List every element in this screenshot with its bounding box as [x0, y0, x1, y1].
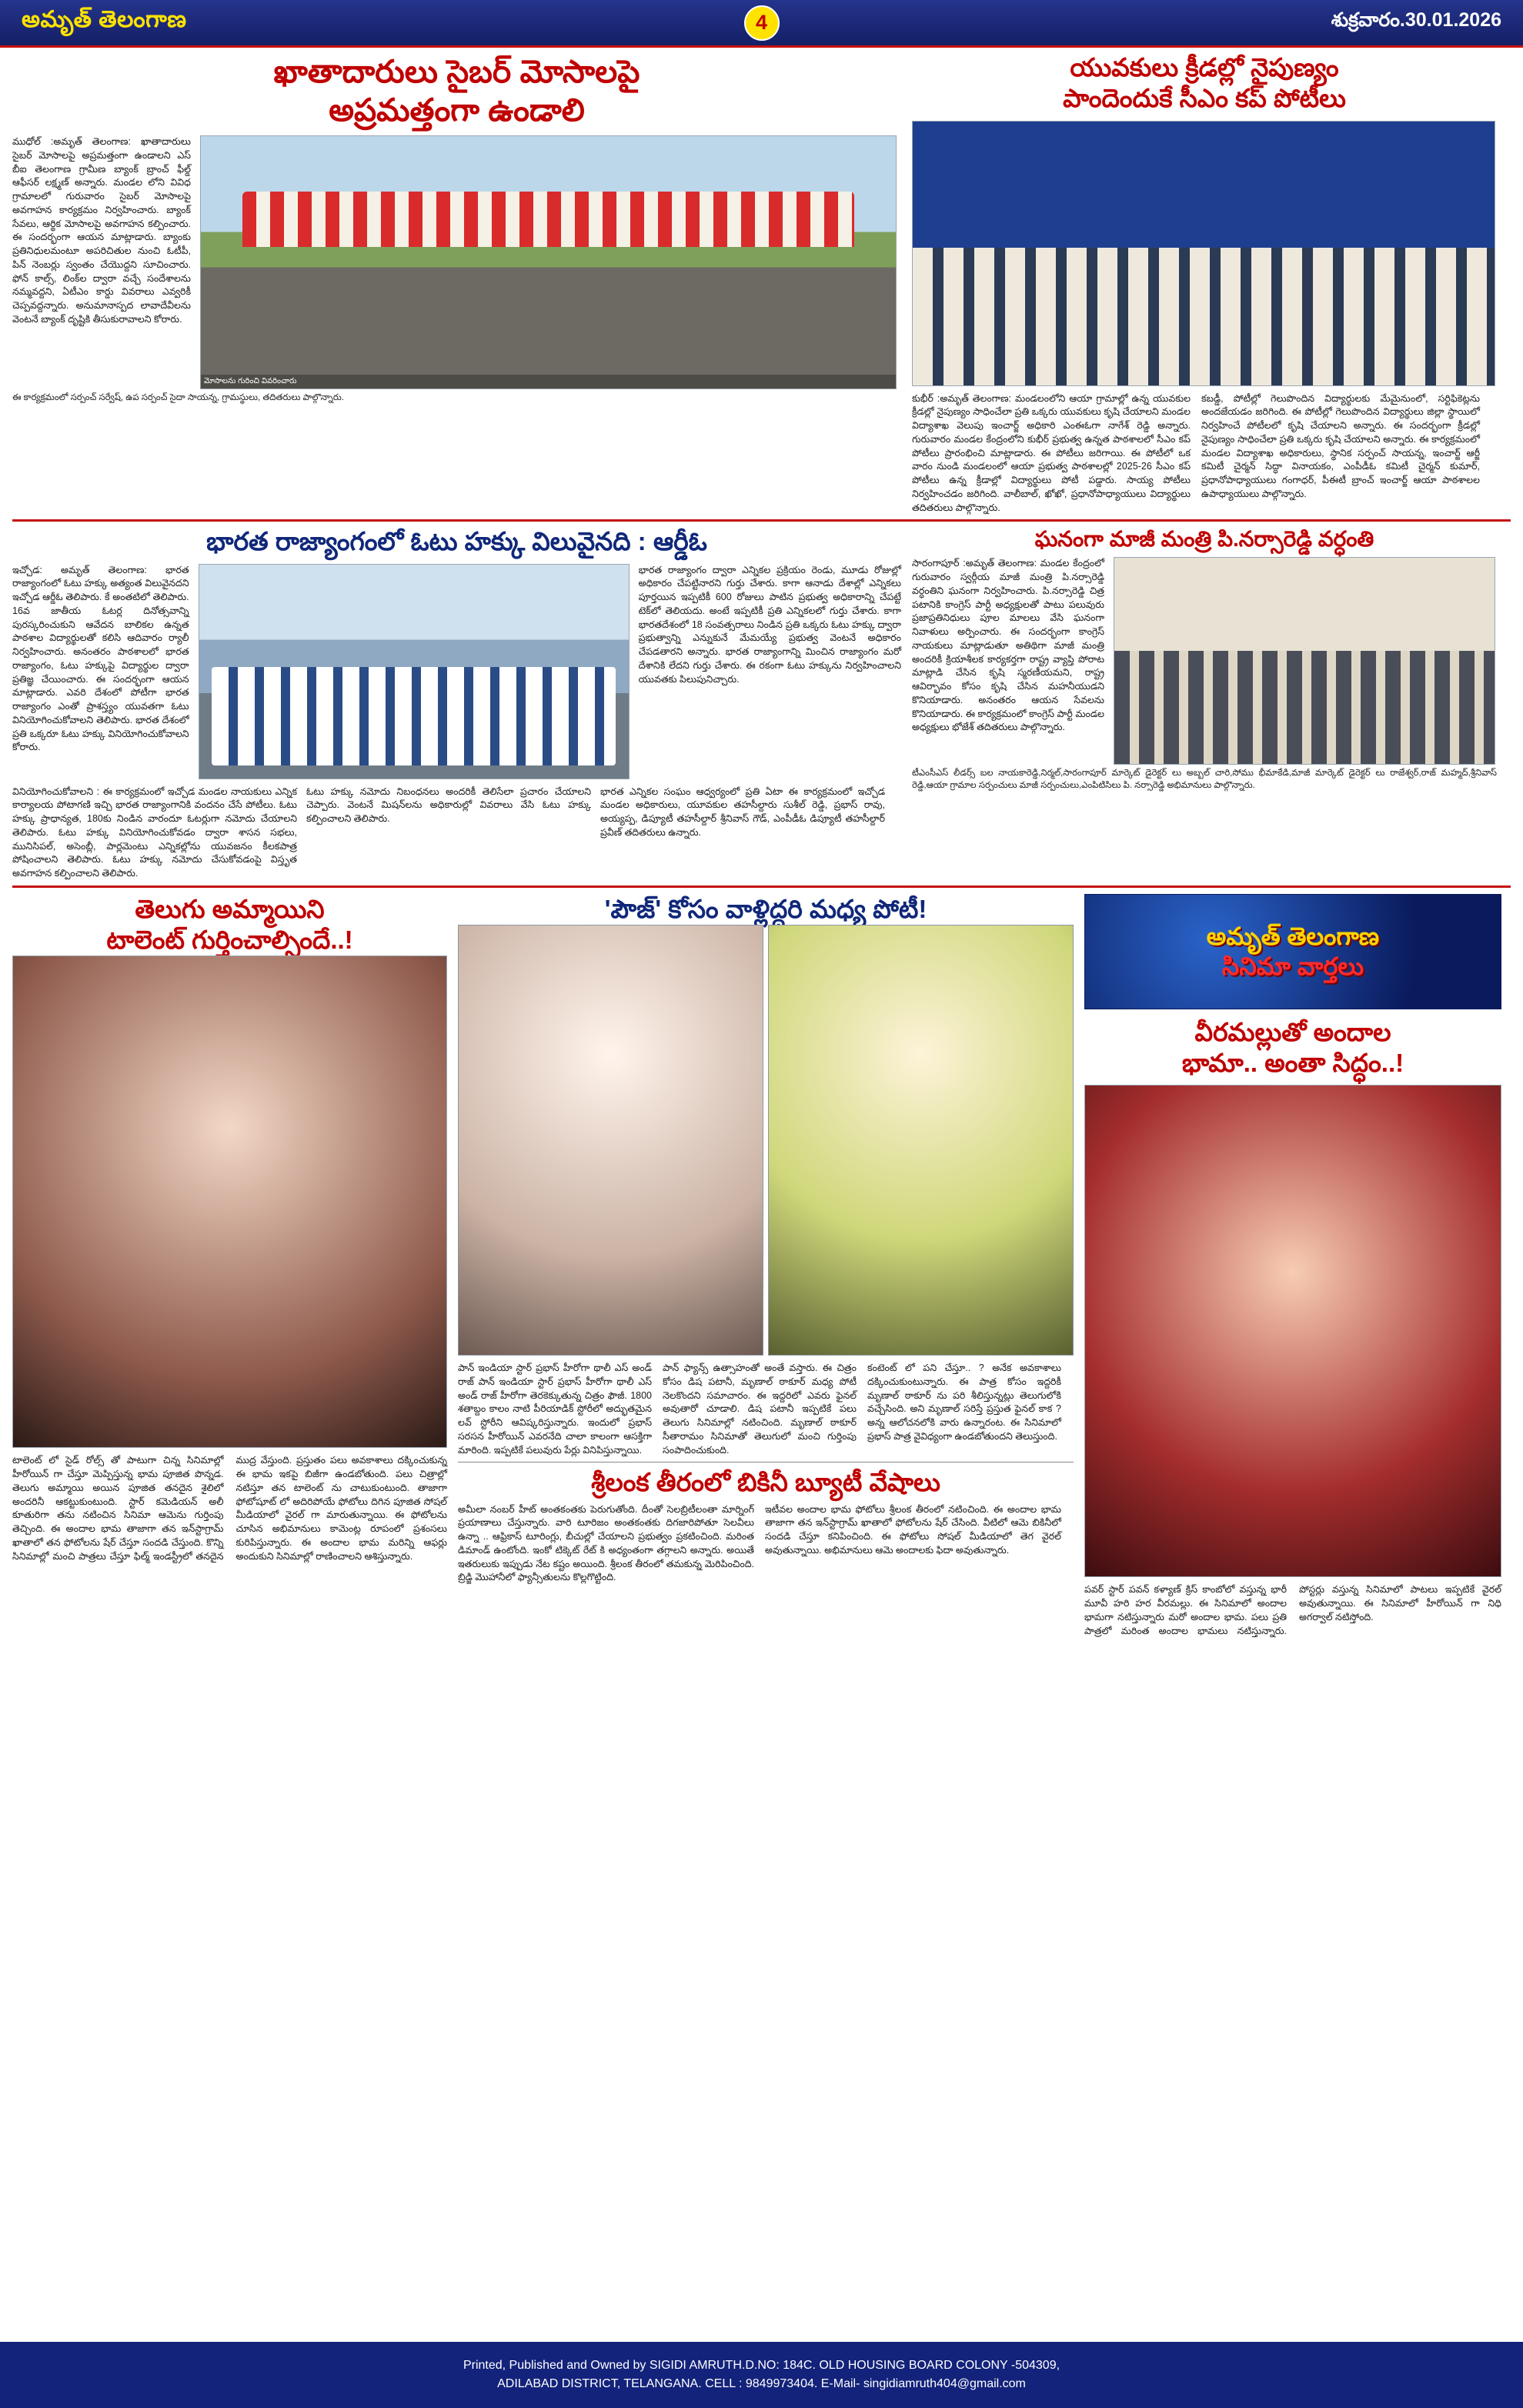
story-voting-bottom1: ఓటు హక్కు నమోదు నిబంధనలు అందరికీ తెలిసేలా ప్రచారం చేయాలని చెప్పారు. వెంటనే మిషన్‌లను అధికారుల్లో వివరాలు వేసి ఓటు హక్కు కల్పించాలని తెలిపారు.	[306, 785, 591, 824]
headline-cmcup-1: యువకులు క్రీడల్లో నైపుణ్యం	[1070, 53, 1339, 82]
cinema-section	[12, 894, 1511, 1639]
page-content	[0, 48, 1523, 1638]
headline-pujitha-2: టాలెంట్ గుర్తించాల్సిందే..!	[106, 926, 353, 954]
story-narsa-reddy-anniversary	[912, 526, 1497, 792]
banner-line1: అమృత్ తెలంగాణ	[1206, 922, 1380, 951]
story-pujitha	[12, 894, 447, 1639]
banner-line2: సినిమా వార్తలు	[1221, 952, 1364, 980]
story-fauji-col1: పాన్ ఇండియా స్టార్ ప్రభాస్ హీరోగా థాలీ ఎస్ అండ్ రాజ్ పాన్ ఇండియా స్టార్ ప్రభాస్ హీరోగా థాలీ ఎస్ అండ్ రాజ్ హీరోగా తెరకెక్కుతున్న చిత్రం ఫౌజీ. 1800 శతాబ్దం కాలం నాటి పీరియాడిక్ స్టోరీలో అద్భుతమైన లవ్ స్టోరీని ఆవిష్కరిస్తున్నారు. ఇందులో ప్రభాస్ సరసన హీరోయిన్ ఎవరనేది చాలా కాలంగా ఆసక్తిగా మారింది. ఇప్పటికే పలువురు పేర్లు వినిపిస్తున్నాయి.	[458, 1362, 652, 1456]
story-cmcup-col2: కబడ్డీ, పోటీల్లో గెలుపొందిన విద్యార్థులకు మేమైనుంలో, సర్టిఫికెట్లను అందజేయడం జరిగింది. ఈ పోటీల్లో గెలుపొందిన విద్యార్థులు జిల్లా స్థాయిలో నిర్వహించే పోటీలలో కృషి చేయాలని అన్నారు. ఈ సందర్భంగా క్రీడల్లో నైపుణ్యం సాధించేలా ప్రతి ఒక్కరు కృషి చేయాలని అన్నారు. ఈ కార్యక్రమంలో మండల విద్యాశాఖ అధికారులు, స్థానిక సర్పంచ్ సాయన్న, ఇంచార్జ్ ఆర్జీ కమిటీ చైర్మన్ సిద్ధా వినాయకం, ఎంపీడీఓ కమిటీ చైర్మన్ కుమార్, ప్రధానోపాధ్యాయులు గంగాధర్, పీఈటీ బ్రాంచ్ ఇంచార్జ్ ఆయా పాఠశాలల ఉపాధ్యాయులు పాల్గొన్నారు.	[1201, 392, 1480, 499]
photo-narsa-reddy-tribute	[1114, 557, 1495, 765]
story-veeramallu-body: పవర్ స్టార్ పవన్ కళ్యాణ్ క్రిస్ కాంబోలో వస్తున్న భారీ మూవీ హరి హర వీరమల్లు. ఈ సినిమాలో అందాల భామగా నటిస్తున్నారు మరో అందాల భామ. పలు ప్రతి పాత్రలో మరింత అందాల భామలు నటిస్తున్నారు. పోస్టర్లు వస్తున్న సినిమాలో పాటలు ఇప్పటికే వైరల్ అవుతున్నాయి. ఈ సినిమాలో హీరోయిన్ గా నిధి అగర్వాల్ నటిస్తోంది.	[1084, 1584, 1501, 1636]
story-cyber-body: ముధోల్ :అమృత్ తెలంగాణ: ఖాతాదారులు సైబర్ మోసాలపై అప్రమత్తంగా ఉండాలని ఎస్ బీఐ తెలంగాణ గ్రామీణ బ్యాంక్ బ్రాంచ్ ఫీల్డ్ ఆఫీసర్ లక్ష్మణ్ అన్నారు. మండల లోని వివిధ గ్రామాలలో గురువారం సైబర్ మోసాలపై అవగాహన కార్యక్రమం నిర్వహించారు. బ్యాంక్ సేవలు, ఆర్థిక మోసాలపై అవగాహన కల్పించారు. ఈ సందర్భంగా ఆయన మాట్లాడారు. బ్యాంకు ప్రతినిధులమంటూ అపరిచితుల నుంచి ఓటీపీ, పిన్ నెంబర్లు స్వంతం చేయొద్దని సూచించారు. ఫోన్ కాల్స్, లింక్‌ల ద్వారా వచ్చే సందేశాలను నమ్మవద్దని, ఏటీఎం కార్డు వివరాలు ఎవ్వరికీ చెప్పవద్దన్నారు. అనుమానాస్పద లావాదేవీలను వెంటనే బ్యాంక్ దృష్టికి తీసుకురావాలని కోరారు.	[12, 136, 191, 325]
caption-cyber: ఈ కార్యక్రమంలో సర్పంచ్ సర్వేష్, ఉప సర్పంచ్ సైదా సాయన్న, గ్రామస్థులు, తదితరులు పాల్గొన్నారు.	[12, 393, 344, 403]
photo-voters-day-rally	[199, 564, 630, 779]
photo-cyber-label: మోసాలను గురించి వివరించారు	[201, 375, 896, 389]
story-srilanka-col1: అమీలా నంబర్ హీట్ అంతకంతకు పెరుగుతోంది. దీంతో సెలబ్రిటీలంతా మార్నింగ్ ప్రయాణాలు చేస్తున్నారు. వారి టూరిజం అంతకంతకు దిగజారిపోతూ సెలవీలు ఉన్నా .. ఆఫ్రికాస్ టూరింగ్లు, బీచుల్లో చేయాలని ప్రభుత్వం ప్రకటించింది. మరింత డిమాండ్ ఉంటోంది. ఇంకో టిక్కెట్ రేట్ కి అధ్యంతంగా తగ్గాలని అన్నారు. అయితే ఇతరులుకు ఇప్పుడు నేట కష్టం అయింది. శ్రీలంక తీరంలో తమకున్న మెరిపించింది. బ్రిడ్జి మొహానీలో ఫ్యాన్సీతులను కొల్లగొట్టింది.	[458, 1503, 754, 1583]
headline-cyber-1: ఖాతాదారులు సైబర్ మోసాలపై	[273, 54, 640, 89]
cinema-news-banner	[1084, 894, 1501, 1009]
story-pujitha-body: టాలెంట్ లో సైడ్ రోల్స్ తో పాటుగా చిన్న సినిమాల్లో హీరోయిన్ గా చేస్తూ మెప్పిస్తున్న భామ పూజిత పొన్నడ. తెలుగు అమ్మాయి అయిన పూజిత తనదైన శైలిలో అందరినీ ఆకట్టుకుంటుంది. స్టార్ కమెడియన్ అలీ కూతురిగా తను నటించిన సినిమా ఆమెను గుర్తింపు తెచ్చింది. ఈ అందాల భామ తాజాగా తన ఇన్‌స్టాగ్రామ్ ఖాతాలో తన ఫోటోలను షేర్ చేస్తూ సందడి చేస్తుంది. కొన్ని సినిమాల్లో మంచి పాత్రలు చేస్తూ ఫిల్మ్ ఇండస్ట్రీలో తనదైన ముద్ర వేస్తుంది. ప్రస్తుతం పలు అవకాశాలు దక్కించుకున్న ఈ భామ ఇకపై బిజీగా ఉండబోతుంది. పలు చిత్రాల్లో నటిస్తూ తన టాలెంట్ ను చాటుకుంటుంది. తాజాగా ఫోటోషూట్ లో అదిరిపోయే ఫోటోలు దిగిన పూజిత సోషల్ మీడియాలో వైరల్ గా మారుతున్నాయి. ఈ ఫోటోలను చూసిన అభిమానులు కామెంట్ల రూపంలో ప్రశంసలు కురిపిస్తున్నారు. ఈ అందాల భామ మరిన్ని ఆఫర్లు అందుకుని సినిమాల్లో రాణించాలని ఆశిస్తున్నారు.	[12, 1455, 447, 1562]
page-number-badge: 4	[744, 5, 780, 41]
masthead-date: శుక్రవారం.30.01.2026	[1331, 9, 1501, 31]
photo-actress-mrunal	[768, 925, 1074, 1356]
story-fauji	[458, 894, 1074, 1639]
caption-narsa: టీఎంసీఎస్ లీడర్స్ బల నాయకారెడ్డి,నిర్మల్,సారంగాపూర్ మార్కెట్ డైరెక్టర్ లు అబ్బల్ చారి,సోము భీమాకేడి,మాజీ మార్కెట్ డైరెక్టర్ లు రాజేశ్వర్,రాజ్ మహ్మద్,శ్రీనివాస్ రెడ్డి,ఆయా గ్రామాల సర్పంచులు మాజీ సర్పంచులు,ఎంపిటిసిలు పి. నర్సారెడ్డి అభిమానులు పాల్గొన్నారు.	[912, 769, 1497, 790]
footer-line-2: ADILABAD DISTRICT, TELANGANA. CELL : 9849973404. E-Mail- singidiamruth404@gmail.com	[497, 2377, 1026, 2390]
photo-actress-veeramallu	[1084, 1085, 1501, 1577]
story-voting-col1: ఇచ్చోడ: అమృత్ తెలంగాణ: భారత రాజ్యాంగంలో ఓటు హక్కు అత్యంత విలువైనదని ఇచ్చోడ ఆర్డీఓ తెలిపారు. కే అంతటిలో తెలిపారు. 16వ జాతీయ ఓటర్ల దినోత్సవాన్ని పురస్కరించుకుని ఆవేదన బాలికల ఉన్నత పాఠశాల విద్యార్థులతో కలిసి ఆదివారం ర్యాలీ నిర్వహించారు. అనంతరం పాఠశాలలో భారత రాజ్యాంగం, ఓటు హక్కుపై విద్యార్థుల ద్వారా ప్రతిజ్ఞ చేయించారు. ఈ సందర్భంగా ఆయన మాట్లాడారు. ఎవరి దేశంలో పోటీగా భారత రాజ్యాంగం ఎంతో ప్రాశస్త్యం యువతగా ఓటు వినియోగించుకోవాలని తెలిపారు. భారత దేశంలో ప్రతి ఒక్కరూ ఓటు హక్కు వినియోగించుకోవాలని కోరారు.	[12, 564, 189, 753]
story-fauji-col2: పాన్ ఫ్యాన్స్ ఉత్సాహంతో అంతే వస్తారు. ఈ చిత్రం కోసం డిష పటానీ, మృణాల్ ఠాకూర్ మధ్య పోటీ నెలకొందని సమాచారం. ఈ ఇద్దరిలో ఎవరు ఫైనల్ అవుతారో చూడాలి. డిష పటానీ ఇప్పటికే పలు తెలుగు సినిమాల్లో నటించింది. మృణాల్ ఠాకూర్ సీతారామం సినిమాతో తెలుగులో మంచి గుర్తింపు సంపాదించుకుంది.	[663, 1362, 857, 1456]
photo-cyber-awareness-meeting	[200, 135, 897, 389]
story-voting-bottom2: భారత ఎన్నికల సంఘం ఆధ్వర్యంలో ప్రతి ఏటా ఈ కార్యక్రమంలో ఇచ్చోడ మండల అధికారులు, యూవకుల తహసీల్దారు సుశీల్ రెడ్డి, ప్రభాస్ రావు, అయ్యప్ప, డిప్యూటీ తహసీల్దార్ శ్రీనివాస్ గౌడ్, ఎంపీడీఓ డిప్యూటీ తహసీల్దార్ ప్రవీణ్ తదితరులు ఉన్నారు.	[600, 785, 885, 838]
story-cm-cup	[912, 52, 1497, 515]
headline-narsa-reddy: ఘనంగా మాజీ మంత్రి పి.నర్సారెడ్డి వర్ధంతి	[1034, 527, 1374, 552]
middle-section	[12, 526, 1511, 881]
footer-imprint	[0, 2342, 1523, 2408]
story-cmcup-col1: కుభీర్ :అమృత్ తెలంగాణ: మండలంలోని ఆయా గ్రామాల్లో ఉన్న యువకుల క్రీడల్లో నైపుణ్యం సాధించేలా ప్రతి ఒక్కరు యువకులు కృషి చేయాలని మండల విద్యాశాఖ వెలుపు ఇంచార్జ్ అధికారి ఎంఈఓగా నాగేశ్ రెడ్డి అన్నారు. గురువారం మండల కేంద్రంలోని కుభీర్ ప్రభుత్వ ఉన్నత పాఠశాలలో సీఎం కప్ పోటీలు ప్రారంభించి మాట్లాడారు. ఈ పోటీలు జరిగాయి. ఈ పోటీలో ఒక వారం నుండి మండలంలో ఆయా ప్రభుత్వ పాఠశాలల్లో 2025-26 సీఎం కప్ పోటీలు ఉన్న క్రీడాల్లో విద్యార్థులు పోటీ పడ్డారు. సాయ్య పోటీలు నిర్వహించడం జరిగింది. వాలీబాల్, ఖోఖో, ప్రధానోపాధ్యాయులు విద్యార్థులు తదితరులు పాల్గొన్నారు.	[912, 392, 1191, 513]
story-srilanka-col2: ఇటీవల అందాల భామ ఫోటోలు శ్రీలంక తీరంలో నటించింది. ఈ అందాల భామ తాజాగా తన ఇన్‌స్టాగ్రామ్ ఖాతాలో ఫోటోలను షేర్ చేసింది. వీటిలో ఆమె బికినీలో సందడి చేస్తూ కనిపించింది. ఈ ఫోటోలు సోషల్ మీడియాలో తెగ వైరల్ అవుతున్నాయి. అభిమానులు ఆమె అందాలకు ఫిదా అవుతున్నారు.	[765, 1503, 1061, 1556]
story-veera-mallu	[1084, 894, 1501, 1639]
photo-pair-heroines	[458, 925, 1074, 1356]
masthead-title: అమృత్ తెలంగాణ	[22, 7, 187, 32]
story-voting-col3: వినియోగించుకోవాలని : ఈ కార్యక్రమంలో ఇచ్చోడ మండల నాయకులు ఎన్నిక కార్యాలయ పోటాగణి ఇచ్చి భారత రాజ్యాంగానికి వందనం చేసే పోటీలు. ఓటు హక్కు ప్రాధాన్యత, 180కు నిండిన వారందూ ఓటర్లుగా నమోదు చేయాలని తెలిపారు. ఓటు హక్కు వినియోగించుకోవడం ద్వారా శాసన సభలు, మునిసిపల్, అసెంబ్లీ, పార్లమెంటు ఎన్నికల్లోను యువజనం కీలకపాత్ర పోషించాలని తెలిపారు. ఓటు హక్కు నమోదు చేసుకోవడంపై విస్తృత అవగాహన కల్పించాలని తెలిపారు.	[12, 785, 297, 879]
footer-line-1: Printed, Published and Owned by SIGIDI AMRUTH.D.NO: 184C. OLD HOUSING BOARD COLONY -504309,	[463, 2359, 1060, 2372]
story-fauji-col3: కంటెంట్ లో పని చేస్తూ.. ? అనేక అవకాశాలు దక్కించుకుంటున్నారు. ఈ పాత్ర కోసం ఇద్దరికీ మృణాల్ ఠాకూర్ ను పరి శీలిస్తున్నట్లు తెలుగులోకి వచ్చేసింది. అని మృణాల్ సరిస్తే ప్రస్తుత ఫైనల్ కాక ? అన్న ఆలోచనలోకి వారు ఉన్నారంట. ఈ సినిమాలో ప్రభాస్ పాత్ర వైవిధ్యంగా ఉండబోతుందని తెలుస్తుంది.	[867, 1362, 1061, 1442]
divider-top	[12, 519, 1511, 522]
headline-pujitha-1: తెలుగు అమ్మాయిని	[135, 894, 325, 923]
story-voting-right	[12, 526, 901, 881]
photo-actress-disha	[458, 925, 763, 1356]
photo-actress-pujitha	[12, 956, 447, 1448]
story-cyber-fraud	[12, 52, 901, 405]
headline-cmcup-2: పాందెందుకే సీఎం కప్ పోటీలు	[1063, 84, 1346, 113]
photo-cm-cup-prize-distribution	[912, 121, 1495, 386]
headline-veeramallu-2: భామా.. అంతా సిద్ధం..!	[1181, 1049, 1404, 1077]
divider-middle	[12, 885, 1511, 888]
headline-fauji: 'పౌజ్' కోసం వాళ్లిద్దరి మధ్య పోటీ!	[604, 894, 927, 923]
headline-cyber-2: అప్రమత్తంగా ఉండాలి	[329, 92, 585, 128]
headline-voting: భారత రాజ్యాంగంలో ఓటు హక్కు విలువైనది : ఆర్డీఓ	[206, 527, 707, 556]
headline-srilanka: శ్రీలంక తీరంలో బికినీ బ్యూటీ వేషాలు	[591, 1468, 940, 1497]
headline-veeramallu-1: వీరమల్లుతో అందాల	[1194, 1017, 1391, 1046]
masthead	[0, 0, 1523, 48]
story-voting-col2: భారత రాజ్యాంగం ద్వారా ఎన్నికల ప్రక్రియం రెండు, మూడు రోజుల్లో అధికారం చేపట్టినారని గుర్తు చేశారు. కాగా ఆనాడు దేశాల్లో ఎన్నికలు పూర్తయిన ఇప్పటికీ 600 రోజులు పాటిన ప్రభుత్వ అధికారాన్ని చేపట్టే టెక్‌లో తెలియదు. అంటే ఇప్పటికీ ప్రతి ఎన్నికలలో గుర్తు చేశారు. కాగా భారతదేశంలో 18 సంవత్సరాలు నిండిన ప్రతి ఒక్కరు ఓటు హక్కు ద్వారా ప్రభుత్వాన్ని ఎన్నుకునే మేమయ్యే ప్రభుత్వ వెంటనే అధికారం చేపడతారని అన్నారు. భారత రాజ్యాంగాన్ని మించిన రాజ్యాంగం మరో దేశానికి లేదని గుర్తు చేశారు. ఈ రకంగా ఓటు హక్కును నిర్వహించాలని యువతకు పిలుపునిచ్చారు.	[638, 564, 901, 685]
top-section	[12, 52, 1511, 515]
story-narsa-body: సారంగాపూర్ :అమృత్ తెలంగాణ: మండల కేంద్రంలో గురువారం స్వర్గీయ మాజీ మంత్రి పి.నర్సారెడ్డి వర్ధంతిని ఘనంగా నిర్వహించారు. పి.నర్సారెడ్డి చిత్ర పటానికి కాంగ్రెస్ పార్టీ అధ్యక్షులతో పాటు పలువురు ప్రజాప్రతినిధులు పూల మాలలు వేసి ఘనంగా నివాళులు అర్పించారు. ఈ సందర్భంగా కాంగ్రెస్ నాయకులు మాట్లాడుతూ అతిథిగా మాజీ మంత్రి అందరికీ క్రియాశీలక కార్యకర్తగా రాష్ట్ర వ్యాప్తి పోరాట మాట్లాడి చేసిన కృషి స్మరణీయమని, రాష్ట్ర ఆవిర్భావం కోసం కృషి చేసిన మహనీయుడని కొనియాడారు. అనంతరం ఆయన సేవలను కొనియాడారు. ఈ కార్యక్రమంలో కాంగ్రెస్ పార్టీ మండల అధ్యక్షులు భోజేశ్ తదితరులు పాల్గొన్నారు.	[912, 558, 1104, 733]
